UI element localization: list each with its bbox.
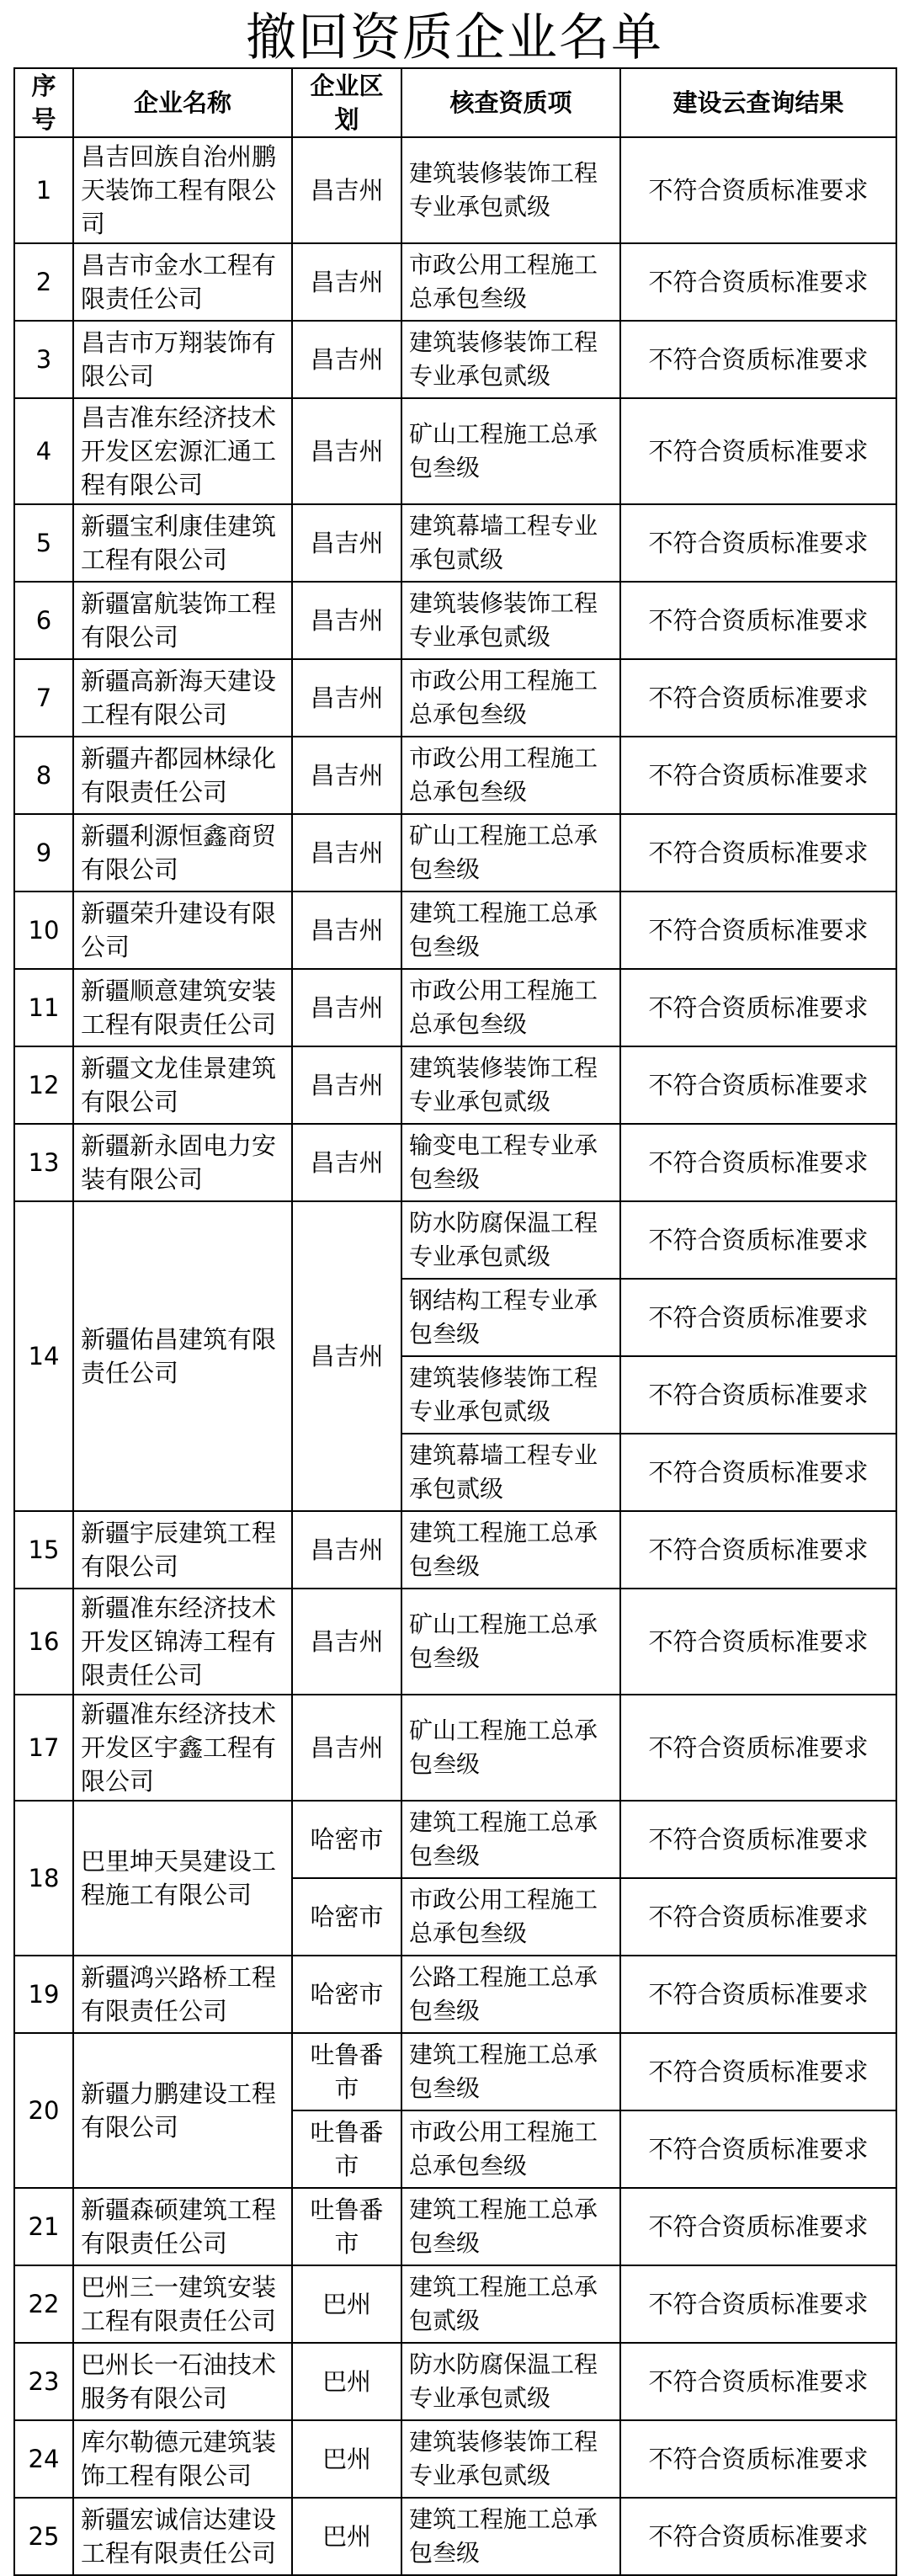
query-result: 不符合资质标准要求 [620, 1878, 896, 1956]
header-query-result: 建设云查询结果 [620, 68, 896, 137]
company-name: 新疆富航装饰工程有限公司 [73, 582, 292, 659]
table-row [14, 2498, 896, 2575]
region: 昌吉州 [292, 1589, 401, 1695]
row-number: 6 [14, 582, 73, 659]
table-row [14, 2033, 896, 2110]
query-result: 不符合资质标准要求 [620, 2110, 896, 2188]
qualification-item: 市政公用工程施工总承包叁级 [401, 243, 620, 321]
qualification-item: 输变电工程专业承包叁级 [401, 1124, 620, 1201]
region: 昌吉州 [292, 659, 401, 737]
region: 吐鲁番市 [292, 2188, 401, 2265]
company-name: 新疆宏诚信达建设工程有限责任公司 [73, 2498, 292, 2575]
region: 昌吉州 [292, 969, 401, 1046]
row-number: 21 [14, 2188, 73, 2265]
qualification-item: 市政公用工程施工总承包叁级 [401, 659, 620, 737]
query-result: 不符合资质标准要求 [620, 2188, 896, 2265]
region: 昌吉州 [292, 398, 401, 504]
row-number: 9 [14, 814, 73, 891]
query-result: 不符合资质标准要求 [620, 243, 896, 321]
company-name: 库尔勒德元建筑装饰工程有限公司 [73, 2420, 292, 2498]
region: 昌吉州 [292, 891, 401, 969]
company-name: 巴里坤天昊建设工程施工有限公司 [73, 1801, 292, 1956]
qualification-item: 防水防腐保温工程专业承包贰级 [401, 1201, 620, 1279]
query-result: 不符合资质标准要求 [620, 2033, 896, 2110]
region: 哈密市 [292, 1801, 401, 1878]
qualification-item: 建筑装修装饰工程专业承包贰级 [401, 321, 620, 398]
table-row [14, 137, 896, 243]
query-result: 不符合资质标准要求 [620, 814, 896, 891]
query-result: 不符合资质标准要求 [620, 2498, 896, 2575]
header-row [14, 68, 896, 137]
table-row [14, 504, 896, 582]
table-row [14, 2343, 896, 2420]
qualification-item: 建筑幕墙工程专业承包贰级 [401, 504, 620, 582]
company-name: 新疆顺意建筑安装工程有限责任公司 [73, 969, 292, 1046]
query-result: 不符合资质标准要求 [620, 1511, 896, 1589]
row-number: 16 [14, 1589, 73, 1695]
row-number: 4 [14, 398, 73, 504]
header-region: 企业区划 [292, 68, 401, 137]
qualification-item: 建筑幕墙工程专业承包贰级 [401, 1434, 620, 1511]
table-row [14, 2420, 896, 2498]
company-name: 新疆鸿兴路桥工程有限责任公司 [73, 1956, 292, 2033]
qualification-item: 建筑工程施工总承包叁级 [401, 1511, 620, 1589]
header-qualification: 核查资质项 [401, 68, 620, 137]
region: 昌吉州 [292, 737, 401, 814]
region: 昌吉州 [292, 137, 401, 243]
qualification-item: 建筑工程施工总承包贰级 [401, 2265, 620, 2343]
row-number: 18 [14, 1801, 73, 1956]
region: 哈密市 [292, 1956, 401, 2033]
row-number: 5 [14, 504, 73, 582]
qualification-item: 建筑工程施工总承包叁级 [401, 891, 620, 969]
qualification-item: 矿山工程施工总承包叁级 [401, 398, 620, 504]
query-result: 不符合资质标准要求 [620, 137, 896, 243]
row-number: 15 [14, 1511, 73, 1589]
table-row [14, 659, 896, 737]
row-number: 25 [14, 2498, 73, 2575]
qualification-item: 建筑工程施工总承包叁级 [401, 2498, 620, 2575]
table-row [14, 1046, 896, 1124]
qualification-item: 矿山工程施工总承包叁级 [401, 814, 620, 891]
region: 昌吉州 [292, 321, 401, 398]
region: 吐鲁番市 [292, 2033, 401, 2110]
region: 昌吉州 [292, 243, 401, 321]
query-result: 不符合资质标准要求 [620, 1956, 896, 2033]
table-row [14, 2265, 896, 2343]
query-result: 不符合资质标准要求 [620, 582, 896, 659]
qualification-item: 建筑装修装饰工程专业承包贰级 [401, 137, 620, 243]
row-number: 12 [14, 1046, 73, 1124]
row-number: 17 [14, 1695, 73, 1801]
query-result: 不符合资质标准要求 [620, 891, 896, 969]
qualification-item: 钢结构工程专业承包叁级 [401, 1279, 620, 1356]
row-number: 13 [14, 1124, 73, 1201]
company-name: 昌吉准东经济技术开发区宏源汇通工程有限公司 [73, 398, 292, 504]
qualification-item: 市政公用工程施工总承包叁级 [401, 969, 620, 1046]
query-result: 不符合资质标准要求 [620, 2343, 896, 2420]
region: 昌吉州 [292, 582, 401, 659]
region: 巴州 [292, 2498, 401, 2575]
table-row [14, 969, 896, 1046]
company-name: 新疆力鹏建设工程有限公司 [73, 2033, 292, 2188]
qualification-item: 市政公用工程施工总承包叁级 [401, 737, 620, 814]
region: 昌吉州 [292, 504, 401, 582]
query-result: 不符合资质标准要求 [620, 1434, 896, 1511]
company-name: 巴州三一建筑安装工程有限责任公司 [73, 2265, 292, 2343]
company-name: 昌吉市金水工程有限责任公司 [73, 243, 292, 321]
query-result: 不符合资质标准要求 [620, 969, 896, 1046]
query-result: 不符合资质标准要求 [620, 1589, 896, 1695]
row-number: 22 [14, 2265, 73, 2343]
row-number: 24 [14, 2420, 73, 2498]
region: 昌吉州 [292, 1046, 401, 1124]
row-number: 23 [14, 2343, 73, 2420]
table-row [14, 1201, 896, 1279]
qualification-item: 建筑工程施工总承包叁级 [401, 2188, 620, 2265]
region: 巴州 [292, 2265, 401, 2343]
qualification-item: 建筑装修装饰工程专业承包贰级 [401, 582, 620, 659]
company-name: 新疆森硕建筑工程有限责任公司 [73, 2188, 292, 2265]
table-body [14, 137, 896, 2575]
qualification-item: 防水防腐保温工程专业承包贰级 [401, 2343, 620, 2420]
company-name: 新疆新永固电力安装有限公司 [73, 1124, 292, 1201]
company-name: 巴州长一石油技术服务有限公司 [73, 2343, 292, 2420]
row-number: 14 [14, 1201, 73, 1511]
region: 昌吉州 [292, 1511, 401, 1589]
region: 昌吉州 [292, 1695, 401, 1801]
revoked-qualification-table [13, 67, 897, 2576]
region: 哈密市 [292, 1878, 401, 1956]
table-row [14, 1956, 896, 2033]
table-row [14, 1695, 896, 1801]
qualification-item: 矿山工程施工总承包叁级 [401, 1695, 620, 1801]
row-number: 10 [14, 891, 73, 969]
qualification-item: 建筑装修装饰工程专业承包贰级 [401, 2420, 620, 2498]
company-name: 昌吉回族自治州鹏天装饰工程有限公司 [73, 137, 292, 243]
region: 昌吉州 [292, 1124, 401, 1201]
query-result: 不符合资质标准要求 [620, 1201, 896, 1279]
query-result: 不符合资质标准要求 [620, 1695, 896, 1801]
query-result: 不符合资质标准要求 [620, 1801, 896, 1878]
table-row [14, 1589, 896, 1695]
region: 吐鲁番市 [292, 2110, 401, 2188]
company-name: 新疆宝利康佳建筑工程有限公司 [73, 504, 292, 582]
query-result: 不符合资质标准要求 [620, 398, 896, 504]
row-number: 11 [14, 969, 73, 1046]
table-row [14, 582, 896, 659]
query-result: 不符合资质标准要求 [620, 1356, 896, 1434]
table-row [14, 891, 896, 969]
company-name: 新疆佑昌建筑有限责任公司 [73, 1201, 292, 1511]
company-name: 新疆准东经济技术开发区锦涛工程有限责任公司 [73, 1589, 292, 1695]
query-result: 不符合资质标准要求 [620, 659, 896, 737]
table-row [14, 398, 896, 504]
qualification-item: 建筑装修装饰工程专业承包贰级 [401, 1046, 620, 1124]
region: 昌吉州 [292, 1201, 401, 1511]
table-row [14, 2188, 896, 2265]
query-result: 不符合资质标准要求 [620, 1046, 896, 1124]
company-name: 昌吉市万翔装饰有限公司 [73, 321, 292, 398]
region: 昌吉州 [292, 814, 401, 891]
qualification-item: 矿山工程施工总承包叁级 [401, 1589, 620, 1695]
row-number: 3 [14, 321, 73, 398]
query-result: 不符合资质标准要求 [620, 321, 896, 398]
table-row [14, 814, 896, 891]
header-no: 序号 [14, 68, 73, 137]
query-result: 不符合资质标准要求 [620, 2420, 896, 2498]
query-result: 不符合资质标准要求 [620, 504, 896, 582]
company-name: 新疆文龙佳景建筑有限公司 [73, 1046, 292, 1124]
qualification-item: 建筑工程施工总承包叁级 [401, 2033, 620, 2110]
row-number: 8 [14, 737, 73, 814]
table-row [14, 243, 896, 321]
row-number: 20 [14, 2033, 73, 2188]
company-name: 新疆荣升建设有限公司 [73, 891, 292, 969]
company-name: 新疆利源恒鑫商贸有限公司 [73, 814, 292, 891]
query-result: 不符合资质标准要求 [620, 1279, 896, 1356]
query-result: 不符合资质标准要求 [620, 737, 896, 814]
table-row [14, 1511, 896, 1589]
row-number: 7 [14, 659, 73, 737]
query-result: 不符合资质标准要求 [620, 1124, 896, 1201]
qualification-item: 建筑工程施工总承包叁级 [401, 1801, 620, 1878]
company-name: 新疆卉都园林绿化有限责任公司 [73, 737, 292, 814]
table-row [14, 737, 896, 814]
page-title: 撤回资质企业名单 [246, 8, 663, 67]
company-name: 新疆宇辰建筑工程有限公司 [73, 1511, 292, 1589]
qualification-item: 建筑装修装饰工程专业承包贰级 [401, 1356, 620, 1434]
company-name: 新疆高新海天建设工程有限公司 [73, 659, 292, 737]
table-row [14, 1801, 896, 1878]
row-number: 2 [14, 243, 73, 321]
header-company-name: 企业名称 [73, 68, 292, 137]
query-result: 不符合资质标准要求 [620, 2265, 896, 2343]
row-number: 1 [14, 137, 73, 243]
row-number: 19 [14, 1956, 73, 2033]
qualification-item: 公路工程施工总承包叁级 [401, 1956, 620, 2033]
table-row [14, 1124, 896, 1201]
region: 巴州 [292, 2420, 401, 2498]
region: 巴州 [292, 2343, 401, 2420]
table-row [14, 321, 896, 398]
company-name: 新疆准东经济技术开发区宇鑫工程有限公司 [73, 1695, 292, 1801]
qualification-item: 市政公用工程施工总承包叁级 [401, 1878, 620, 1956]
qualification-item: 市政公用工程施工总承包叁级 [401, 2110, 620, 2188]
